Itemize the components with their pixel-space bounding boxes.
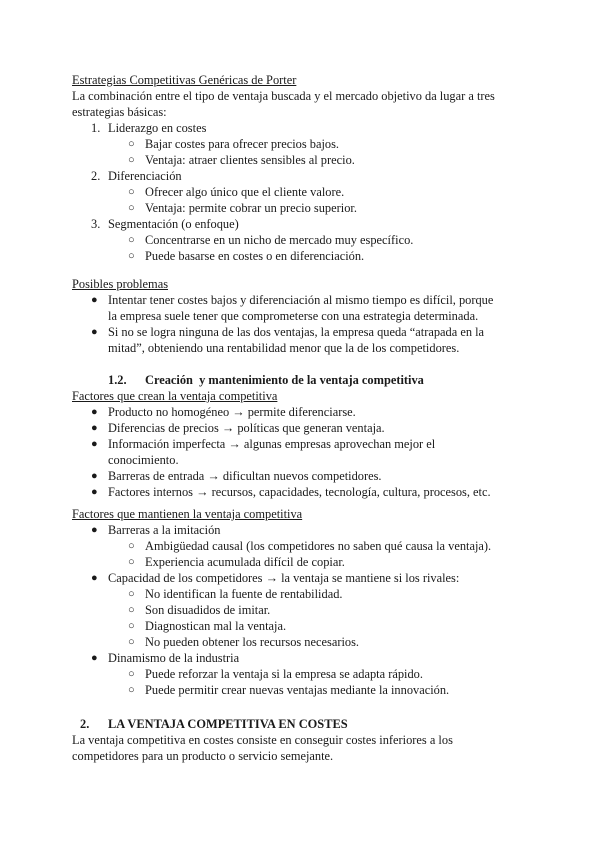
filled-bullet-icon: ● <box>91 470 98 482</box>
section-2-paragraph-line-1: La ventaja competitiva en costes consiste en conseguir costes inferiores a los <box>72 733 453 747</box>
porter-title: Estrategias Competitivas Genéricas de Porter <box>72 73 297 87</box>
hollow-bullet-icon: ○ <box>128 588 135 600</box>
maintain-sub-item: Puede permitir crear nuevas ventajas mediante la innovación. <box>145 683 450 697</box>
filled-bullet-icon: ● <box>91 326 98 338</box>
maintain-sub-item: Diagnostican mal la ventaja. <box>145 619 287 633</box>
hollow-bullet-icon: ○ <box>128 186 135 198</box>
section-2-number: 2. <box>80 717 90 731</box>
maintain-sub-item: Puede reforzar la ventaja si la empresa se adapta rápido. <box>145 667 423 681</box>
create-factor-item: Diferencias de precios → políticas que generan ventaja. <box>108 421 385 435</box>
create-factors-title: Factores que crean la ventaja competitiva <box>72 389 278 403</box>
filled-bullet-icon: ● <box>91 438 98 450</box>
hollow-bullet-icon: ○ <box>128 604 135 616</box>
create-factor-item: Producto no homogéneo → permite diferenciarse. <box>108 405 356 419</box>
hollow-bullet-icon: ○ <box>128 620 135 632</box>
filled-bullet-icon: ● <box>91 572 98 584</box>
maintain-factor-item: Dinamismo de la industria <box>108 651 240 665</box>
hollow-bullet-icon: ○ <box>128 154 135 166</box>
porter-intro-line-1: La combinación entre el tipo de ventaja buscada y el mercado objetivo da lugar a tres <box>72 89 495 103</box>
porter-item-label: Segmentación (o enfoque) <box>108 217 239 231</box>
filled-bullet-icon: ● <box>91 486 98 498</box>
section-2-paragraph-line-2: competidores para un producto o servicio semejante. <box>72 749 334 763</box>
porter-item-number: 1. <box>91 121 101 135</box>
porter-sub-item: Concentrarse en un nicho de mercado muy específico. <box>145 233 414 247</box>
filled-bullet-icon: ● <box>91 422 98 434</box>
maintain-factors-title: Factores que mantienen la ventaja competitiva <box>72 507 303 521</box>
maintain-factor-item: Capacidad de los competidores → la ventaja se mantiene si los rivales: <box>108 571 460 585</box>
create-factor-item: Factores internos → recursos, capacidades, tecnología, cultura, procesos, etc. <box>108 485 491 499</box>
porter-sub-item: Ofrecer algo único que el cliente valore. <box>145 185 345 199</box>
section-2-heading: LA VENTAJA COMPETITIVA EN COSTES <box>108 717 348 731</box>
maintain-sub-item: No pueden obtener los recursos necesarios. <box>145 635 360 649</box>
problem-bullet-line: mitad”, obteniendo una rentabilidad menor que la de los competidores. <box>108 341 460 355</box>
maintain-sub-item: Experiencia acumulada difícil de copiar. <box>145 555 345 569</box>
porter-item-number: 3. <box>91 217 101 231</box>
maintain-factor-item: Barreras a la imitación <box>108 523 221 537</box>
hollow-bullet-icon: ○ <box>128 540 135 552</box>
filled-bullet-icon: ● <box>91 652 98 664</box>
porter-item-label: Diferenciación <box>108 169 182 183</box>
hollow-bullet-icon: ○ <box>128 202 135 214</box>
problem-bullet-line: Intentar tener costes bajos y diferenciación al mismo tiempo es difícil, porque <box>108 293 494 307</box>
filled-bullet-icon: ● <box>91 294 98 306</box>
hollow-bullet-icon: ○ <box>128 556 135 568</box>
section-1-2-heading: Creación y mantenimiento de la ventaja competitiva <box>145 373 424 387</box>
problem-bullet-line: la empresa suele tener que comprometerse con una estrategia determinada. <box>108 309 479 323</box>
filled-bullet-icon: ● <box>91 524 98 536</box>
hollow-bullet-icon: ○ <box>128 668 135 680</box>
create-factor-item: Información imperfecta → algunas empresas aprovechan mejor el <box>108 437 436 451</box>
create-factor-item: Barreras de entrada → dificultan nuevos competidores. <box>108 469 382 483</box>
porter-sub-item: Ventaja: atraer clientes sensibles al precio. <box>145 153 355 167</box>
problems-title: Posibles problemas <box>72 277 169 291</box>
porter-item-number: 2. <box>91 169 101 183</box>
porter-sub-item: Puede basarse en costes o en diferenciación. <box>145 249 365 263</box>
porter-item-label: Liderazgo en costes <box>108 121 207 135</box>
maintain-sub-item: No identifican la fuente de rentabilidad. <box>145 587 343 601</box>
hollow-bullet-icon: ○ <box>128 234 135 246</box>
hollow-bullet-icon: ○ <box>128 684 135 696</box>
hollow-bullet-icon: ○ <box>128 138 135 150</box>
section-1-2-number: 1.2. <box>108 373 127 387</box>
filled-bullet-icon: ● <box>91 406 98 418</box>
porter-sub-item: Ventaja: permite cobrar un precio superior. <box>145 201 357 215</box>
porter-sub-item: Bajar costes para ofrecer precios bajos. <box>145 137 340 151</box>
maintain-sub-item: Ambigüedad causal (los competidores no saben qué causa la ventaja). <box>145 539 492 553</box>
problem-bullet-line: Si no se logra ninguna de las dos ventajas, la empresa queda “atrapada en la <box>108 325 485 339</box>
hollow-bullet-icon: ○ <box>128 250 135 262</box>
create-factor-item-continued: conocimiento. <box>108 453 179 467</box>
maintain-sub-item: Son disuadidos de imitar. <box>145 603 271 617</box>
hollow-bullet-icon: ○ <box>128 636 135 648</box>
porter-intro-line-2: estrategias básicas: <box>72 105 167 119</box>
